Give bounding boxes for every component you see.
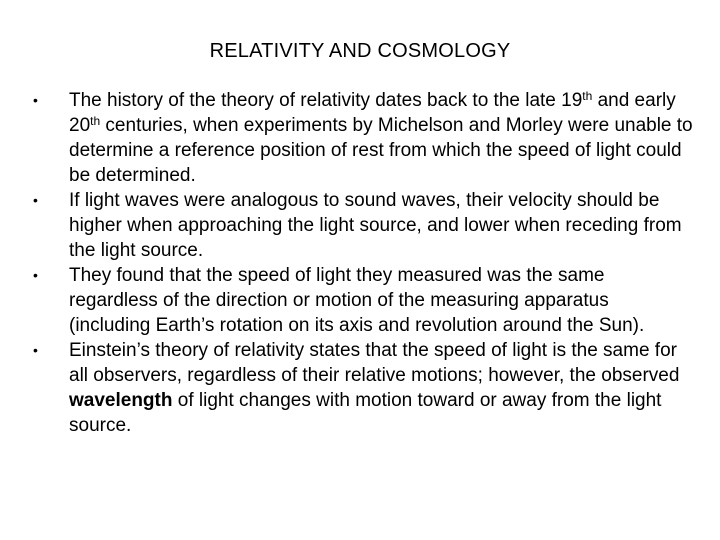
ordinal-suffix: th — [90, 114, 101, 128]
bullet-text: Einstein’s theory of relativity states that the speed of light is the same for all observers, regardless of their relative motions; however, the observed — [69, 340, 680, 386]
bullet-text: The history of the theory of relativity dates back to the late 19 — [69, 90, 583, 111]
bullet-text: and early 20 — [69, 90, 676, 136]
bullet-item-einstein — [33, 338, 693, 438]
bullet-item-constant-speed — [33, 263, 693, 338]
bullet-text: They found that the speed of light they measured was the same regardless of the direction or motion of the measuring apparatus (including Earth’s rotation on its axis and revolution around the Sun). — [69, 265, 645, 336]
bullet-item-sound-analogy — [33, 188, 693, 263]
ordinal-suffix: th — [582, 89, 593, 103]
bullet-marker: • — [33, 92, 38, 108]
slide-title: RELATIVITY AND COSMOLOGY — [209, 40, 511, 62]
bullet-marker: • — [33, 192, 38, 208]
bullet-text: If light waves were analogous to sound waves, their velocity should be higher when approaching the light source, and lower when receding from the light source. — [69, 190, 682, 261]
bullet-marker: • — [33, 267, 38, 283]
bullet-list — [33, 88, 693, 438]
bullet-text: centuries, when experiments by Michelson and Morley were unable to determine a reference position of rest from which the speed of light could be determined. — [69, 115, 693, 186]
emphasized-term: wavelength — [69, 390, 173, 411]
bullet-marker: • — [33, 342, 38, 358]
bullet-item-history — [33, 88, 693, 188]
bullet-text: of light changes with motion toward or away from the light source. — [69, 390, 662, 436]
